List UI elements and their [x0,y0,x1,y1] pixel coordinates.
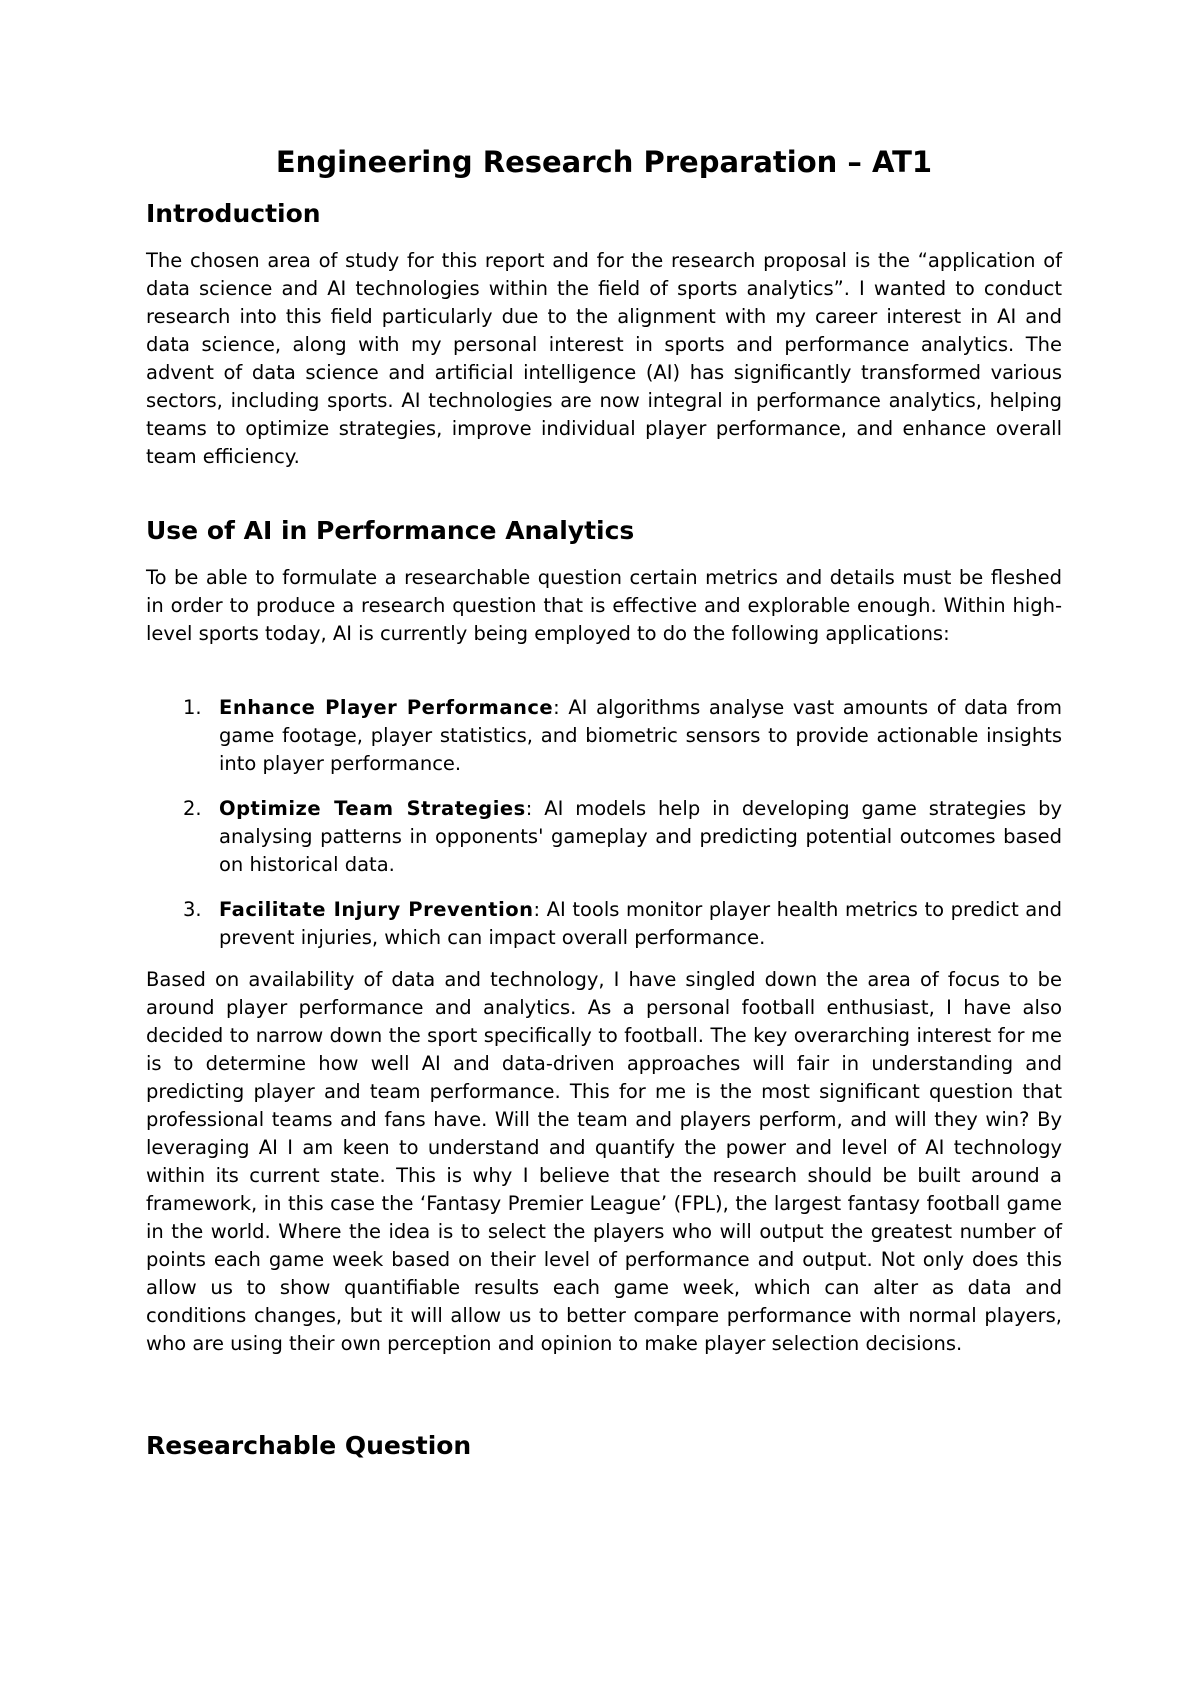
list-term: Optimize Team Strategies [219,797,526,820]
applications-list [146,694,1062,969]
ai-intro-paragraph: To be able to formulate a researchable question certain metrics and details must be fleshed in order to produce a research question that is effective and explorable enough. Within high-level sports today, AI is currently being employed to do the following applications: [146,566,1062,645]
list-text: : AI models help in developing game strategies by analysing patterns in opponents' gameplay and predicting potential outcomes based on historical data. [219,797,1062,876]
list-term: Enhance Player Performance [219,696,554,719]
list-term: Facilitate Injury Prevention [219,898,534,921]
list-item [146,694,1062,778]
list-number: 1. [183,696,202,719]
list-item [146,896,1062,952]
heading-ai-performance-analytics: Use of AI in Performance Analytics [146,516,635,545]
list-text: : AI tools monitor player health metrics to predict and prevent injuries, which can impact overall performance. [219,898,1062,949]
list-item [146,795,1062,879]
list-number: 3. [183,898,202,921]
list-number: 2. [183,797,202,820]
ai-closing-paragraph: Based on availability of data and technology, I have singled down the area of focus to be around player performance and analytics. As a personal football enthusiast, I have also decided to narrow down the sport specifically to football. The key overarching interest for me is to determine how well AI and data-driven approaches will fair in understanding and predicting player and team performance. This for me is the most significant question that professional teams and fans have. Will the team and players perform, and will they win? By leveraging AI I am keen to understand and quantify the power and level of AI technology within its current state. This is why I believe that the research should be built around a framework, in this case the ‘Fantasy Premier League’ (FPL), the largest fantasy football game in the world. Where the idea is to select the players who will output the greatest number of points each game week based on their level of performance and output. Not only does this allow us to show quantifiable results each game week, which can alter as data and conditions changes, but it will allow us to better compare performance with normal players, who are using their own perception and opinion to make player selection decisions. [146,968,1062,1355]
heading-researchable-question: Researchable Question [146,1431,472,1460]
document-title: Engineering Research Preparation – AT1 [275,145,933,179]
heading-introduction: Introduction [146,199,321,228]
list-text: : AI algorithms analyse vast amounts of data from game footage, player statistics, and biometric sensors to provide actionable insights into player performance. [219,696,1062,775]
introduction-paragraph: The chosen area of study for this report and for the research proposal is the “application of data science and AI technologies within the field of sports analytics”. I wanted to conduct research into this field particularly due to the alignment with my career interest in AI and data science, along with my personal interest in sports and performance analytics. The advent of data science and artificial intelligence (AI) has significantly transformed various sectors, including sports. AI technologies are now integral in performance analytics, helping teams to optimize strategies, improve individual player performance, and enhance overall team efficiency. [146,249,1062,468]
